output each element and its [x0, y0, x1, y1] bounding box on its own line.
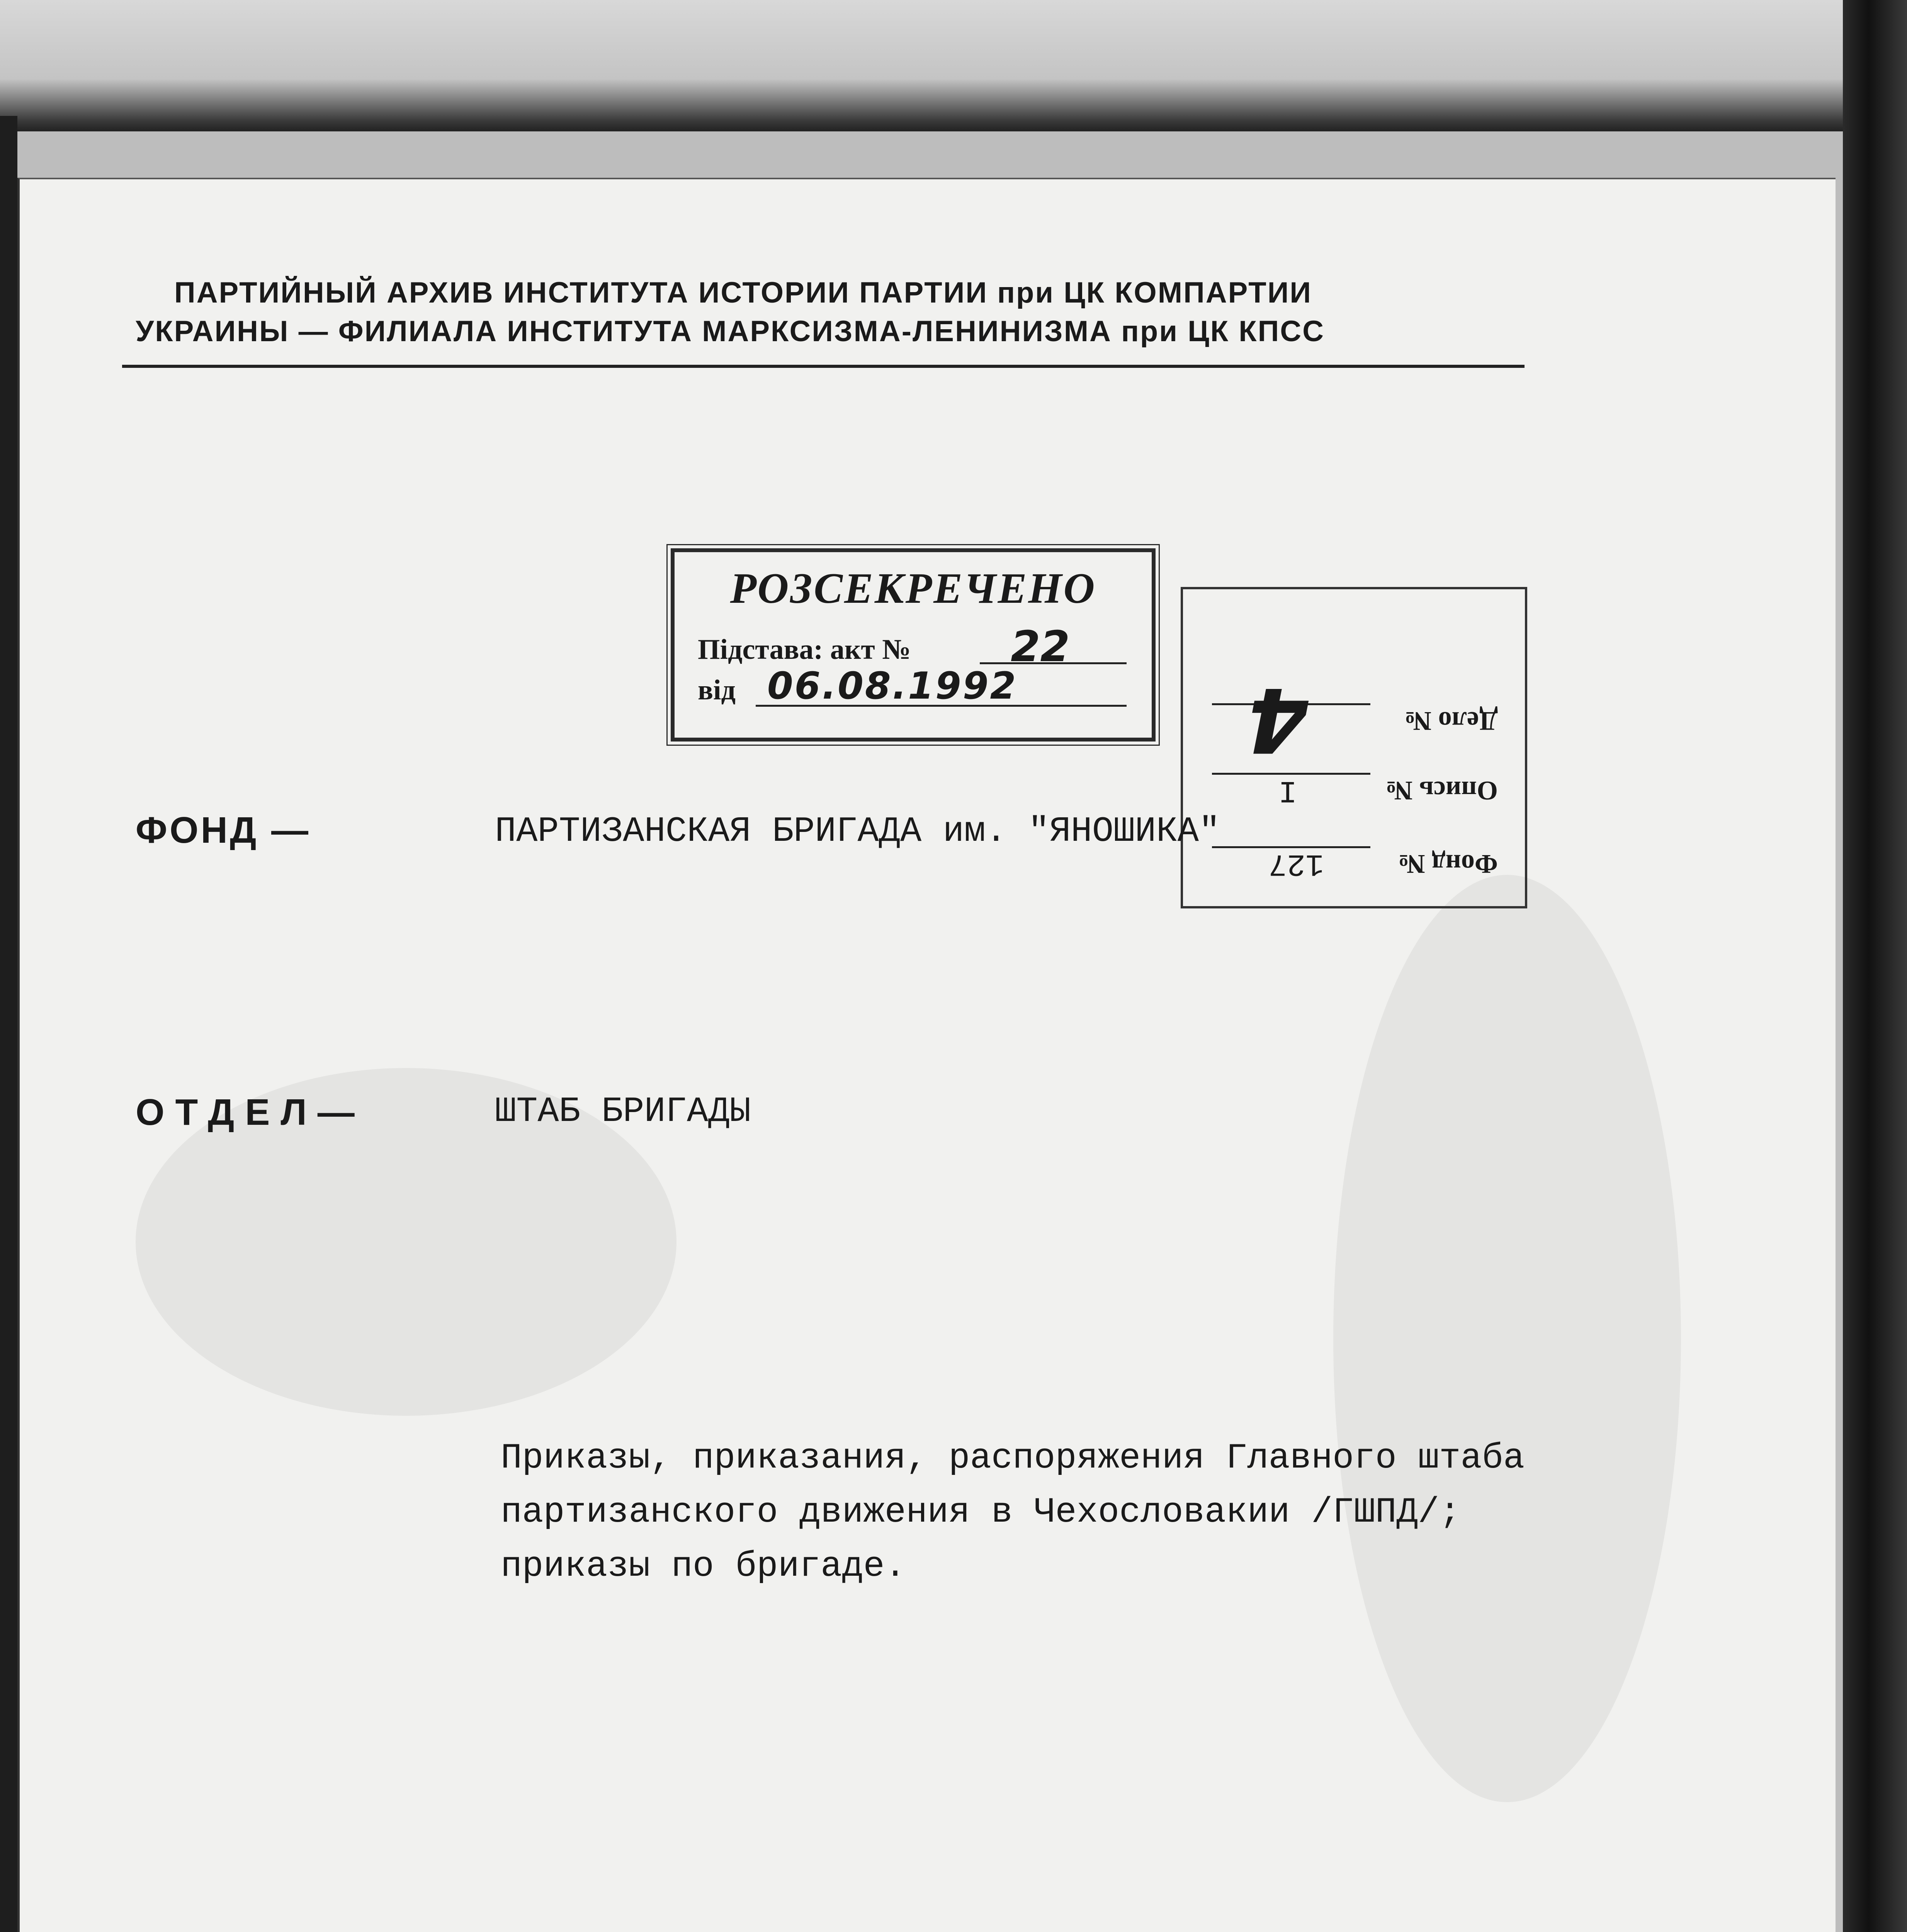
document-sheet: [17, 178, 1836, 1932]
archive-label-rotated-content: [1183, 589, 1525, 906]
fond-value: ПАРТИЗАНСКАЯ БРИГАДА им. "ЯНОШИКА": [495, 811, 1220, 852]
inverted-opis-label: Опись №: [1385, 776, 1498, 805]
stamp-date: 06.08.1992: [767, 664, 1018, 707]
description-line-3: приказы по бригаде.: [501, 1546, 906, 1587]
stamp-title: РОЗСЕКРЕЧЕНО: [730, 565, 1096, 612]
stamp-date-label: від: [698, 674, 736, 706]
scan-frame-top: [0, 0, 1907, 131]
scan-frame-left: [0, 116, 17, 1932]
archive-header-line-2: УКРАИНЫ — ФИЛИАЛА ИНСТИТУТА МАРКСИЗМА-ЛЕНИНИЗМА при ЦК КПСС: [136, 315, 1325, 348]
archive-header-line-1: ПАРТИЙНЫЙ АРХИВ ИНСТИТУТА ИСТОРИИ ПАРТИИ при ЦК КОМПАРТИИ: [174, 276, 1312, 309]
inverted-delo-value: 4: [1246, 668, 1309, 771]
inverted-opis-value: I: [1278, 772, 1297, 808]
description-line-1: Приказы, приказания, распоряжения Главного штаба: [501, 1438, 1525, 1478]
inverted-fond-label: Фонд №: [1398, 849, 1498, 879]
inverted-delo-label: Дело №: [1404, 706, 1498, 736]
archive-label-inverted: [1181, 587, 1527, 908]
declassification-stamp: [671, 548, 1156, 742]
otdel-label: ОТДЕЛ—: [136, 1092, 365, 1133]
stamp-basis-label: Підстава: акт №: [698, 634, 911, 665]
description-line-2: партизанского движения в Чехословакии /ГШПД/;: [501, 1492, 1461, 1532]
scan-frame-right: [1843, 0, 1907, 1932]
otdel-value: ШТАБ БРИГАДЫ: [495, 1091, 751, 1132]
fond-label: ФОНД —: [136, 810, 311, 851]
header-rule: [122, 365, 1525, 368]
stamp-act-number: 22: [1011, 622, 1070, 671]
paper-stain: [1333, 875, 1681, 1802]
inverted-fond-value: 127: [1268, 846, 1324, 881]
